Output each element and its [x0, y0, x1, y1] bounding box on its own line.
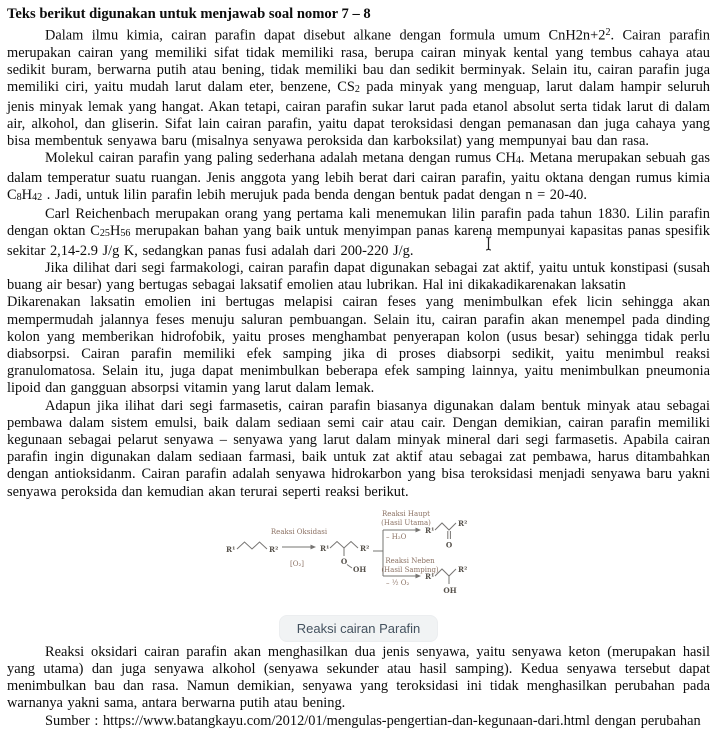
- reaction-figure: [7, 504, 710, 642]
- reactant-bonds: [237, 542, 267, 549]
- intermediate-o-label: O: [340, 556, 347, 566]
- side-loss-label: – ½ O₂: [385, 578, 409, 587]
- side-reaction-label-line1: Reaksi Neben: [384, 556, 435, 565]
- intermediate-r2-label: R²: [359, 543, 369, 553]
- ketone-bonds: [435, 523, 456, 530]
- side-reaction-label-line2: (Hasil Samping): [380, 565, 439, 574]
- intermediate-r1-label: R¹: [319, 543, 329, 553]
- reactant-r2-label: R²: [268, 544, 278, 554]
- paragraph-1: Dalam ilmu kimia, cairan parafin dapat disebut alkane dengan formula umum $CnH2n+2^2$. Cairan parafin merupakan cairan yang memiliki sifat tidak memiliki rasa, berupa cairan minyak kental yang tembus cahaya atau sedikit buram, berwarna putih atau bening, tidak memiliki bau dan sedikit berminyak. Selain itu, cairan parafin juga memiliki ciri, yaitu mudah larut dalam eter, benzene, CS2 pada minyak yang menguap, larut dalam hampir seluruh jenis minyak lemak yang hangat. Akan tetapi, cairan parafin sukar larut pada etanol absolut serta tidak larut di dalam air, alkohol, dan gliserin. Sifat lain cairan parafin, yaitu dapat teroksidasi dengan pemanasan dan juga cahaya yang bisa membentuk senyawa baru (misalnya senyawa peroksida dan karboksilat) yang mempunyai bau dan rasa.: [7, 27, 710, 149]
- main-reaction-label-line1: Reaksi Haupt: [381, 509, 430, 518]
- paragraph-6: Adapun jika ilihat dari segi farmasetis, cairan parafin biasanya digunakan dalam bentuk minyak atau sebagai pembawa dalam sistem emulsi, baik dalam sediaan semi cair atau cair. Dengan demikian, cairan parafin memiliki kegunaan sebagai pelarut senyawa – senyawa yang larut dalam minyak mineral dari segi farmasetis. Apabila cairan parafin ingin digunakan dalam sediaan farmasi, baik untuk zat aktif atau sebagai zat pembawa, harus ditambahkan dengan antioksidanm. Cairan parafin adalah senyawa hidrokarbon yang bisa teroksidasi menjadi senyawa baru yakni senyawa peroksida dan kemudian akan terurai seperti reaksi berikut.: [7, 397, 710, 500]
- source-attribution: Sumber : https://www.batangkayu.com/2012/01/mengulas-pengertian-dan-kegunaan-dari.html dengan perubahan: [45, 712, 701, 729]
- paragraph-3: Carl Reichenbach merupakan orang yang pertama kali menemukan lilin parafin pada tahun 1830. Lilin parafin dengan oktan C25H56 merupakan bahan yang baik untuk menyimpan panas karena mempunyai kapasitas panas spesifik sekitar 2,14-2.9 J/g K, sedangkan panas fusi adalah dari 200-220 J/g.: [7, 206, 710, 259]
- diagram-caption-badge: Reaksi cairan Parafin: [279, 615, 439, 642]
- page-title: Teks berikut digunakan untuk menjawab soal nomor 7 – 8: [7, 6, 371, 22]
- oxidant-label: [O₂]: [289, 559, 304, 568]
- ketone-o-label: O: [445, 540, 452, 550]
- intermediate-oh-label: OH: [352, 564, 366, 574]
- ketone-r2-label: R²: [457, 518, 467, 528]
- main-loss-label: – H₂O: [385, 532, 406, 541]
- paragraph-2: Molekul cairan parafin yang paling sederhana adalah metana dengan rumus CH4. Metana merupakan sebuah gas dalam temperatur suatu ruangan. Jenis anggota yang lebih berat dari cairan parafin, yaitu oktana dengan rumus kimia C8H42 . Jadi, untuk lilin parafin lebih merujuk pada benda dengan bentuk padat dengan n = 20-40.: [7, 150, 710, 203]
- paragraph-4: Jika dilihat dari segi farmakologi, cairan parafin dapat digunakan sebagai zat aktif, yaitu untuk konstipasi (susah buang air besar) yang bertugas sebagai laksatif emolien atau lubrikan. Hal ini dikakadikarenakan laksatin: [7, 259, 710, 294]
- alcohol-oh-label: OH: [442, 585, 457, 595]
- oxidation-reaction-label: Reaksi Oksidasi: [270, 527, 327, 536]
- alcohol-r2-label: R²: [457, 564, 467, 574]
- reaction-diagram: [223, 504, 495, 604]
- intermediate-bonds: [330, 541, 358, 548]
- paragraph-5: Dikarenakan laksatin emolien ini bertugas melapisi cairan feses yang menimbulkan efek licin sehingga akan mempermudah jalannya feses menuju saluran pembuangan. Selain itu, cairan parafin akan menempel pada dinding kolon yang memberikan hidrofobik, yaitu proses menghambat penyerapan kolon (usus besar) sehingga tidak perlu diabsorpsi. Cairan parafin memiliki efek samping jika di proses diabsorpi sedikit, yaitu menimbul reaksi granulomatosa. Selain itu, juga dapat menimbulkan beberapa efek samping lainnya, yaitu menimbulkan pneumonia lipoid dan gangguan absorpsi vitamin yang larut dalam lemak.: [7, 294, 710, 397]
- reactant-r1-label: R¹: [225, 544, 235, 554]
- alcohol-r1-label: R¹: [424, 571, 434, 581]
- paragraph-7: Reaksi oksidari cairan parafin akan menghasilkan dua jenis senyawa, yaitu senyawa keton (merupakan hasil yang utama) dan juga senyawa alkohol (senyawa sekunder atau hasil samping). Kedua senyawa tersebut dapat menimbulkan bau dan rasa. Namun demikian, senyawa yang teroksidasi ini tidak menghasilkan perubahan pada warnanya yakni sama, antara berwarna putih atau bening.: [7, 643, 710, 712]
- main-reaction-label-line2: (Hasil Utama): [380, 518, 431, 527]
- ketone-r1-label: R¹: [424, 525, 434, 535]
